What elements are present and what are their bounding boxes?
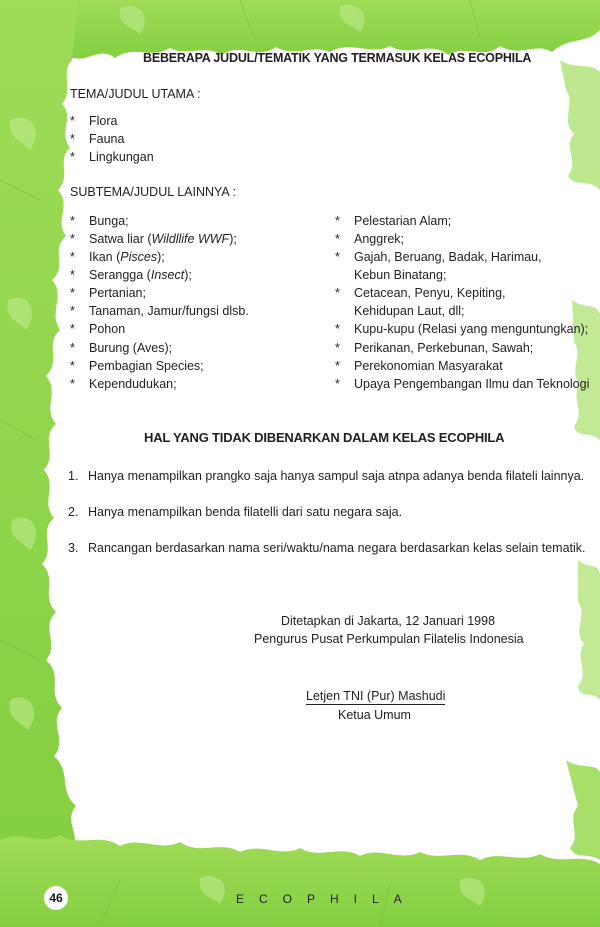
list-item: * Cetacean, Penyu, Kepiting,	[335, 286, 506, 300]
bullet-icon: *	[335, 359, 340, 373]
list-item: * Satwa liar (Wildllife WWF);	[70, 232, 237, 246]
bullet-icon: *	[70, 250, 75, 264]
bullet-icon: *	[335, 250, 340, 264]
bullet-icon: *	[335, 341, 340, 355]
bullet-icon: *	[70, 359, 75, 373]
bullet-icon: *	[70, 232, 75, 246]
bullet-icon: *	[335, 286, 340, 300]
list-item: * Kependudukan;	[70, 377, 177, 391]
list-item: * Anggrek;	[335, 232, 405, 246]
list-item: * Flora	[70, 114, 118, 128]
list-item: * Gajah, Beruang, Badak, Harimau,	[335, 250, 542, 264]
bullet-icon: *	[335, 232, 340, 246]
bullet-icon: *	[335, 377, 340, 391]
bullet-icon: *	[70, 286, 75, 300]
place-date: Ditetapkan di Jakarta, 12 Januari 1998	[281, 614, 496, 628]
list-item: * Upaya Pengembangan Ilmu dan Teknologi	[335, 377, 590, 391]
bullet-icon: *	[70, 114, 75, 128]
list-item: * Serangga (Insect);	[70, 268, 192, 282]
page-number: 46	[44, 886, 68, 910]
bullet-icon: *	[70, 268, 75, 282]
numbered-item: 2. Hanya menampilkan benda filatelli dari satu negara saja.	[68, 505, 403, 519]
list-item: * Kupu-kupu (Relasi yang menguntungkan);	[335, 322, 589, 336]
bullet-icon: *	[335, 214, 340, 228]
bullet-icon: *	[70, 322, 75, 336]
list-item: * Perikanan, Perkebunan, Sawah;	[335, 341, 534, 355]
signatory-role: Ketua Umum	[338, 708, 411, 722]
list-item: * Fauna	[70, 132, 125, 146]
organization: Pengurus Pusat Perkumpulan Filatelis Indonesia	[254, 632, 524, 646]
list-item-continuation: Kehidupan Laut, dll;	[354, 304, 465, 318]
bullet-icon: *	[70, 132, 75, 146]
numbered-item: 1. Hanya menampilkan prangko saja hanya sampul saja atnpa adanya benda filateli lainnya.	[68, 469, 585, 483]
main-theme-label: TEMA/JUDUL UTAMA :	[70, 87, 201, 101]
list-item: * Perekonomian Masyarakat	[335, 359, 503, 373]
bullet-icon: *	[70, 341, 75, 355]
list-item: * Burung (Aves);	[70, 341, 173, 355]
bullet-icon: *	[335, 322, 340, 336]
list-item: * Ikan (Pisces);	[70, 250, 165, 264]
list-item: * Pohon	[70, 322, 126, 336]
list-item: * Tanaman, Jamur/fungsi dlsb.	[70, 304, 249, 318]
bullet-icon: *	[70, 214, 75, 228]
list-item: * Pembagian Species;	[70, 359, 204, 373]
section-heading-prohibited: HAL YANG TIDAK DIBENARKAN DALAM KELAS ECOPHILA	[144, 430, 505, 445]
section-heading-tematik: BEBERAPA JUDUL/TEMATIK YANG TERMASUK KELAS ECOPHILA	[143, 51, 532, 65]
list-item: * Bunga;	[70, 214, 129, 228]
signatory-name: Letjen TNI (Pur) Mashudi	[306, 689, 446, 703]
list-item: * Pertanian;	[70, 286, 146, 300]
list-item: * Lingkungan	[70, 150, 154, 164]
bullet-icon: *	[70, 150, 75, 164]
bullet-icon: *	[70, 304, 75, 318]
footer-title: ECOPHILA	[236, 892, 417, 906]
numbered-item: 3. Rancangan berdasarkan nama seri/waktu/nama negara berdasarkan kelas selain tematik.	[68, 541, 586, 555]
list-item-continuation: Kebun Binatang;	[354, 268, 447, 282]
list-item: * Pelestarian Alam;	[335, 214, 452, 228]
bullet-icon: *	[70, 377, 75, 391]
subtheme-label: SUBTEMA/JUDUL LAINNYA :	[70, 185, 237, 199]
